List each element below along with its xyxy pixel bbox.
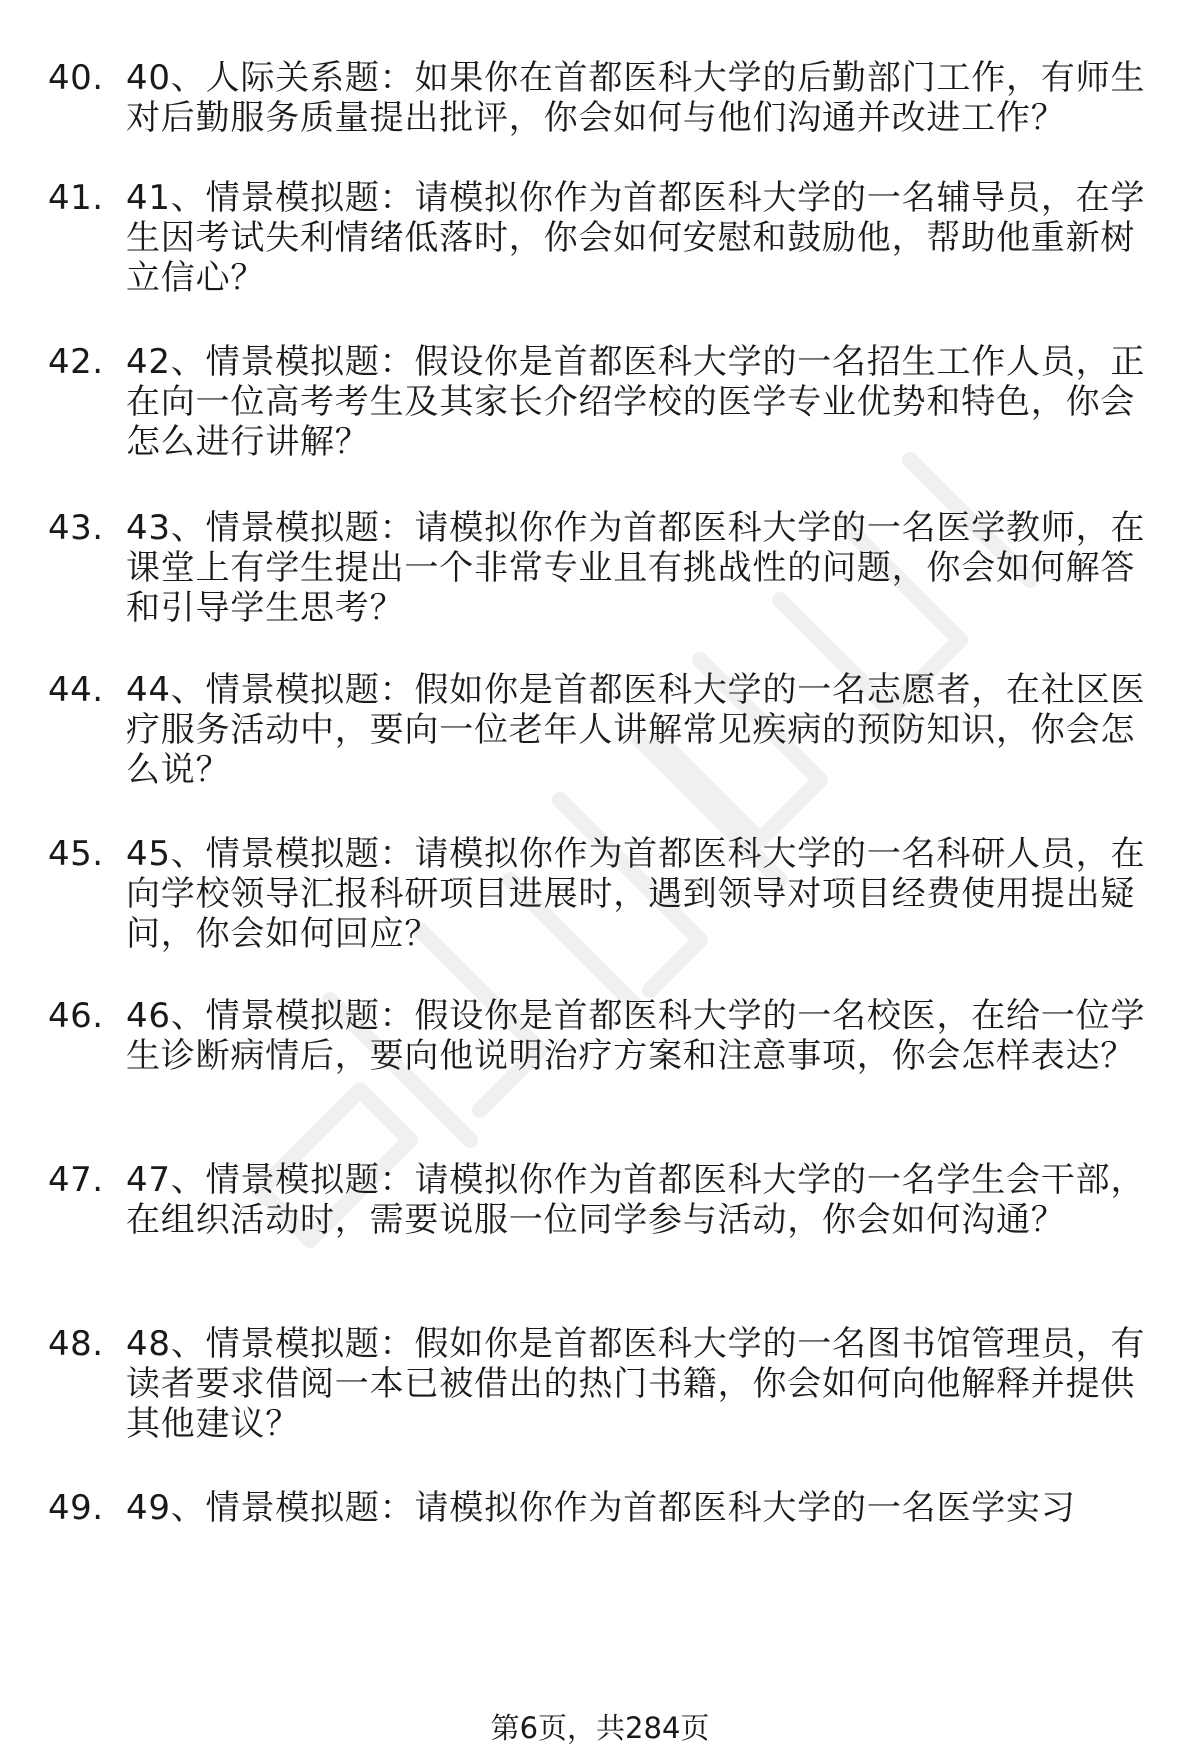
question-text: 40、人际关系题：如果你在首都医科大学的后勤部门工作，有师生对后勤服务质量提出批评，你会如何与他们沟通并改进工作？ [126, 58, 1146, 138]
question-text: 44、情景模拟题：假如你是首都医科大学的一名志愿者，在社区医疗服务活动中，要向一位老年人讲解常见疾病的预防知识，你会怎么说？ [126, 670, 1146, 790]
question-text: 46、情景模拟题：假设你是首都医科大学的一名校医，在给一位学生诊断病情后，要向他说明治疗方案和注意事项，你会怎样表达？ [126, 996, 1146, 1076]
question-number: 49. [48, 1488, 104, 1528]
question-number: 44. [48, 670, 104, 710]
question-text: 42、情景模拟题：假设你是首都医科大学的一名招生工作人员，正在向一位高考考生及其家长介绍学校的医学专业优势和特色，你会怎么进行讲解？ [126, 342, 1146, 462]
question-text: 43、情景模拟题：请模拟你作为首都医科大学的一名医学教师，在课堂上有学生提出一个非常专业且有挑战性的问题，你会如何解答和引导学生思考？ [126, 508, 1146, 628]
question-number: 48. [48, 1324, 104, 1364]
question-number: 43. [48, 508, 104, 548]
question-number: 47. [48, 1160, 104, 1200]
question-number: 46. [48, 996, 104, 1036]
question-text: 47、情景模拟题：请模拟你作为首都医科大学的一名学生会干部，在组织活动时，需要说服一位同学参与活动，你会如何沟通？ [126, 1160, 1146, 1240]
question-text: 49、情景模拟题：请模拟你作为首都医科大学的一名医学实习 [126, 1488, 1076, 1528]
question-number: 45. [48, 834, 104, 874]
question-text: 48、情景模拟题：假如你是首都医科大学的一名图书馆管理员，有读者要求借阅一本已被借出的热门书籍，你会如何向他解释并提供其他建议？ [126, 1324, 1146, 1444]
question-text: 41、情景模拟题：请模拟你作为首都医科大学的一名辅导员，在学生因考试失利情绪低落时，你会如何安慰和鼓励他，帮助他重新树立信心？ [126, 178, 1146, 298]
question-number: 41. [48, 178, 104, 218]
page-footer: 第6页，共284页 [490, 1711, 710, 1745]
question-number: 40. [48, 58, 104, 98]
question-number: 42. [48, 342, 104, 382]
question-text: 45、情景模拟题：请模拟你作为首都医科大学的一名科研人员，在向学校领导汇报科研项目进展时，遇到领导对项目经费使用提出疑问，你会如何回应？ [126, 834, 1146, 954]
